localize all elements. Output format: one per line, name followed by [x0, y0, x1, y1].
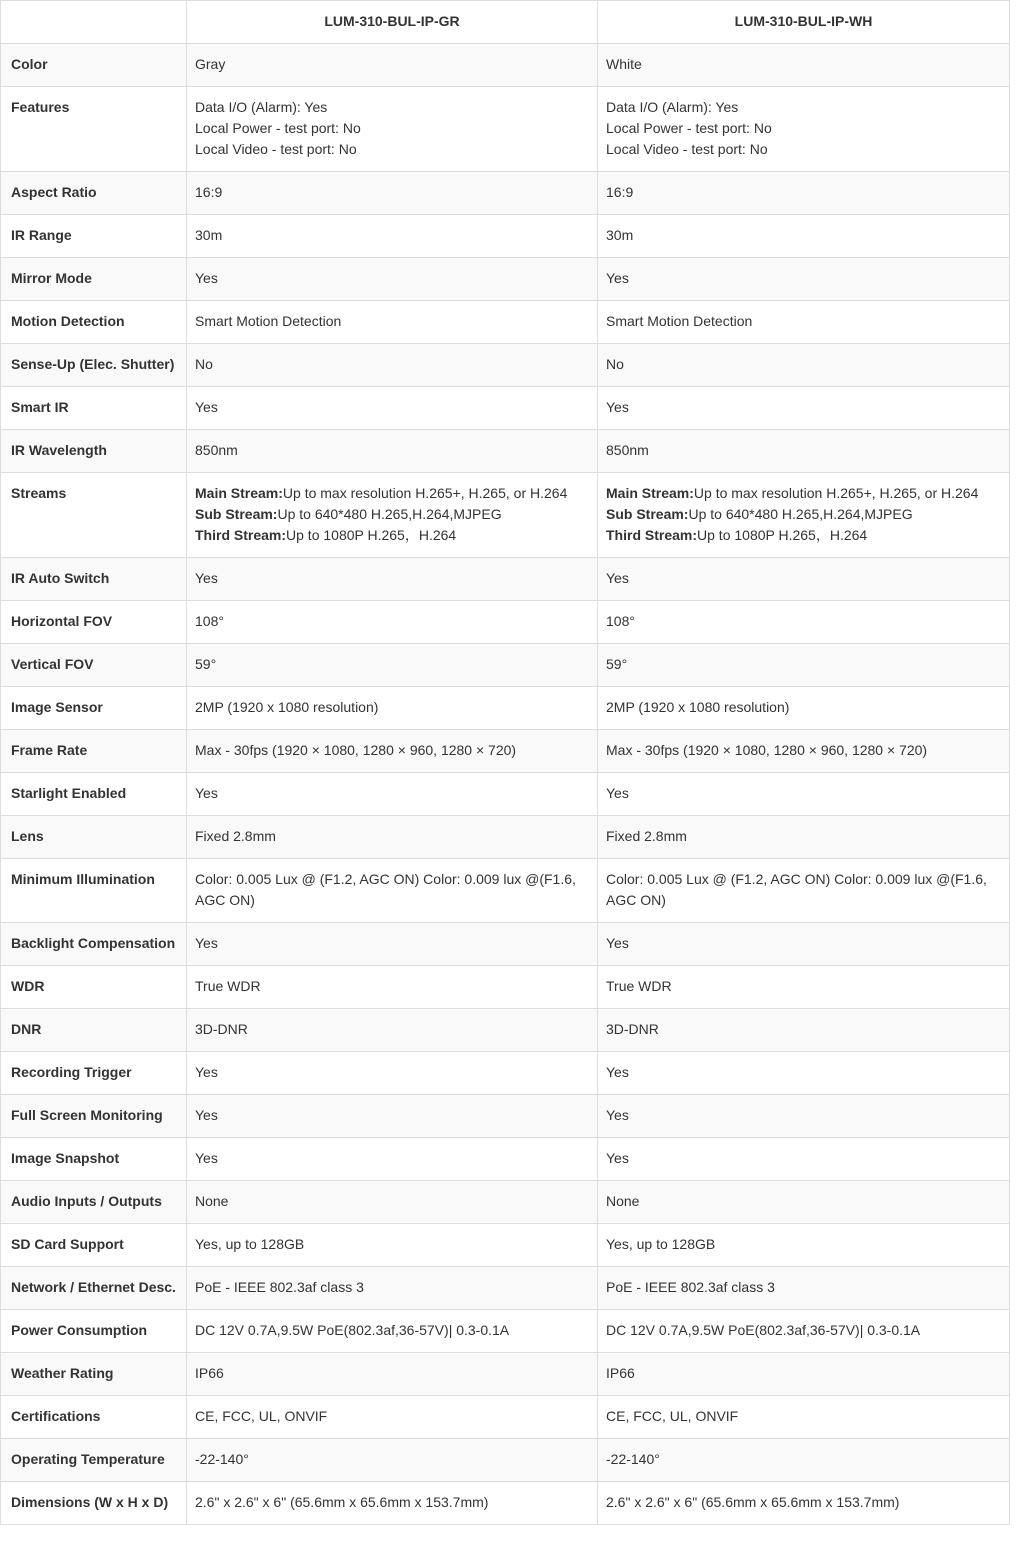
value-cell-white: [598, 816, 1010, 859]
row-label: Dimensions (W x H x D): [1, 1482, 187, 1525]
table-row: [1, 44, 1010, 87]
table-row: [1, 687, 1010, 730]
value-line: IP66: [606, 1365, 635, 1381]
value-line: True WDR: [606, 978, 672, 994]
value-cell-gray: [187, 773, 598, 816]
value-line: Gray: [195, 56, 226, 72]
table-row: [1, 601, 1010, 644]
value-line: PoE - IEEE 802.3af class 3: [606, 1279, 775, 1295]
value-line: Yes: [606, 570, 629, 586]
value-cell-gray: [187, 1052, 598, 1095]
value-line: Yes: [195, 270, 218, 286]
value-cell-gray: [187, 1353, 598, 1396]
row-label: Mirror Mode: [1, 258, 187, 301]
value-line: Local Video - test port: No: [195, 141, 357, 157]
value-line: [195, 525, 589, 546]
row-label: Certifications: [1, 1396, 187, 1439]
value-cell-gray: [187, 215, 598, 258]
header-row: [1, 1, 1010, 44]
row-label: Color: [1, 44, 187, 87]
stream-label: Main Stream:: [195, 485, 283, 501]
value-cell-gray: [187, 816, 598, 859]
value-cell-gray: [187, 687, 598, 730]
stream-label: Third Stream:: [195, 527, 287, 543]
value-cell-white: [598, 1310, 1010, 1353]
row-label: Audio Inputs / Outputs: [1, 1181, 187, 1224]
value-line: -22-140°: [606, 1451, 660, 1467]
value-cell-white: [598, 1138, 1010, 1181]
value-line: Yes: [606, 270, 629, 286]
stream-value: Up to 1080P H.265，H.264: [286, 527, 457, 543]
value-cell-gray: [187, 1095, 598, 1138]
value-line: Smart Motion Detection: [606, 313, 753, 329]
value-cell-gray: [187, 1267, 598, 1310]
row-label: IR Wavelength: [1, 430, 187, 473]
table-row: [1, 430, 1010, 473]
row-label: IR Auto Switch: [1, 558, 187, 601]
value-cell-white: [598, 430, 1010, 473]
value-line: None: [195, 1193, 229, 1209]
table-row: [1, 1224, 1010, 1267]
value-line: Local Power - test port: No: [606, 120, 772, 136]
value-line: IP66: [195, 1365, 224, 1381]
value-line: Color: 0.005 Lux @ (F1.2, AGC ON) Color: 0.009 lux @(F1.6, AGC ON): [606, 871, 987, 908]
value-line: True WDR: [195, 978, 261, 994]
value-cell-white: [598, 1224, 1010, 1267]
table-row: [1, 1095, 1010, 1138]
value-cell-white: [598, 558, 1010, 601]
table-row: [1, 1482, 1010, 1525]
value-cell-white: [598, 215, 1010, 258]
header-model-gray: LUM-310-BUL-IP-GR: [187, 1, 598, 44]
value-cell-white: [598, 923, 1010, 966]
value-line: 30m: [606, 227, 634, 243]
table-row: [1, 473, 1010, 558]
value-line: CE, FCC, UL, ONVIF: [195, 1408, 328, 1424]
value-line: 108°: [195, 613, 224, 629]
value-line: 108°: [606, 613, 635, 629]
value-cell-white: [598, 258, 1010, 301]
value-line: Yes: [606, 1150, 629, 1166]
value-cell-white: [598, 773, 1010, 816]
value-line: Yes: [606, 399, 629, 415]
value-cell-white: [598, 644, 1010, 687]
value-cell-white: [598, 1181, 1010, 1224]
value-line: 16:9: [606, 184, 634, 200]
value-line: 2.6" x 2.6" x 6" (65.6mm x 65.6mm x 153.7mm): [195, 1494, 489, 1510]
row-label: Image Snapshot: [1, 1138, 187, 1181]
value-line: 16:9: [195, 184, 223, 200]
row-label: Minimum Illumination: [1, 859, 187, 923]
stream-value: Up to max resolution H.265+, H.265, or H.264: [282, 485, 568, 501]
value-line: Yes: [195, 1107, 218, 1123]
table-row: [1, 172, 1010, 215]
value-line: Color: 0.005 Lux @ (F1.2, AGC ON) Color: 0.009 lux @(F1.6, AGC ON): [195, 871, 576, 908]
table-header: [1, 1, 1010, 44]
row-label: Lens: [1, 816, 187, 859]
value-line: Yes: [195, 785, 218, 801]
value-cell-gray: [187, 387, 598, 430]
table-row: [1, 87, 1010, 172]
value-cell-white: [598, 1052, 1010, 1095]
value-cell-gray: [187, 730, 598, 773]
value-cell-gray: [187, 966, 598, 1009]
table-row: [1, 301, 1010, 344]
value-line: DC 12V 0.7A,9.5W PoE(802.3af,36-57V)| 0.3-0.1A: [195, 1322, 510, 1338]
table-row: [1, 859, 1010, 923]
value-cell-white: [598, 172, 1010, 215]
stream-value: Up to 640*480 H.265,H.264,MJPEG: [277, 506, 502, 522]
value-cell-white: [598, 1482, 1010, 1525]
value-cell-white: [598, 44, 1010, 87]
value-line: 30m: [195, 227, 223, 243]
row-label: Vertical FOV: [1, 644, 187, 687]
value-cell-gray: [187, 1439, 598, 1482]
row-label: Horizontal FOV: [1, 601, 187, 644]
value-cell-white: [598, 1095, 1010, 1138]
value-line: Fixed 2.8mm: [195, 828, 276, 844]
table-row: [1, 1310, 1010, 1353]
table-row: [1, 1353, 1010, 1396]
value-cell-white: [598, 387, 1010, 430]
value-cell-gray: [187, 1138, 598, 1181]
row-label: Network / Ethernet Desc.: [1, 1267, 187, 1310]
stream-label: Main Stream:: [606, 485, 694, 501]
value-line: None: [606, 1193, 640, 1209]
value-line: Data I/O (Alarm): Yes: [195, 99, 328, 115]
value-cell-gray: [187, 1310, 598, 1353]
row-label: DNR: [1, 1009, 187, 1052]
stream-label: Sub Stream:: [195, 506, 278, 522]
value-line: 2MP (1920 x 1080 resolution): [606, 699, 790, 715]
stream-value: Up to 640*480 H.265,H.264,MJPEG: [688, 506, 913, 522]
table-row: [1, 1052, 1010, 1095]
value-cell-white: [598, 473, 1010, 558]
stream-value: Up to max resolution H.265+, H.265, or H.264: [693, 485, 979, 501]
table-row: [1, 1396, 1010, 1439]
value-line: PoE - IEEE 802.3af class 3: [195, 1279, 364, 1295]
row-label: Recording Trigger: [1, 1052, 187, 1095]
value-line: [606, 483, 1001, 504]
row-label: IR Range: [1, 215, 187, 258]
value-cell-gray: [187, 258, 598, 301]
value-cell-gray: [187, 644, 598, 687]
value-line: Data I/O (Alarm): Yes: [606, 99, 739, 115]
value-line: CE, FCC, UL, ONVIF: [606, 1408, 739, 1424]
row-label: Sense-Up (Elec. Shutter): [1, 344, 187, 387]
value-cell-gray: [187, 430, 598, 473]
value-cell-gray: [187, 601, 598, 644]
row-label: Backlight Compensation: [1, 923, 187, 966]
value-cell-gray: [187, 87, 598, 172]
stream-label: Sub Stream:: [606, 506, 689, 522]
value-cell-white: [598, 1009, 1010, 1052]
table-row: [1, 773, 1010, 816]
value-line: Smart Motion Detection: [195, 313, 342, 329]
value-cell-white: [598, 601, 1010, 644]
value-line: White: [606, 56, 642, 72]
row-label: Features: [1, 87, 187, 172]
value-cell-white: [598, 1439, 1010, 1482]
value-cell-gray: [187, 1009, 598, 1052]
value-cell-gray: [187, 923, 598, 966]
value-cell-white: [598, 859, 1010, 923]
row-label: Smart IR: [1, 387, 187, 430]
value-line: Yes: [606, 785, 629, 801]
header-cell-empty: [1, 1, 187, 44]
value-line: Yes: [606, 1107, 629, 1123]
value-cell-white: [598, 1353, 1010, 1396]
value-line: [606, 504, 1001, 525]
row-label: WDR: [1, 966, 187, 1009]
table-row: [1, 923, 1010, 966]
value-line: Yes: [606, 1064, 629, 1080]
value-line: Local Video - test port: No: [606, 141, 768, 157]
table-row: [1, 730, 1010, 773]
value-cell-gray: [187, 558, 598, 601]
value-line: 59°: [606, 656, 628, 672]
row-label: Streams: [1, 473, 187, 558]
value-cell-white: [598, 1267, 1010, 1310]
value-line: 850nm: [195, 442, 238, 458]
value-line: 2.6" x 2.6" x 6" (65.6mm x 65.6mm x 153.7mm): [606, 1494, 900, 1510]
value-cell-gray: [187, 859, 598, 923]
table-row: [1, 1267, 1010, 1310]
value-cell-white: [598, 730, 1010, 773]
value-line: [606, 525, 1001, 546]
value-cell-white: [598, 687, 1010, 730]
value-line: 3D-DNR: [195, 1021, 248, 1037]
table-row: [1, 966, 1010, 1009]
row-label: Aspect Ratio: [1, 172, 187, 215]
value-cell-gray: [187, 473, 598, 558]
table-row: [1, 1138, 1010, 1181]
value-line: 59°: [195, 656, 217, 672]
table-row: [1, 1009, 1010, 1052]
value-line: Yes, up to 128GB: [606, 1236, 716, 1252]
value-line: No: [195, 356, 213, 372]
table-row: [1, 816, 1010, 859]
row-label: Starlight Enabled: [1, 773, 187, 816]
value-line: DC 12V 0.7A,9.5W PoE(802.3af,36-57V)| 0.3-0.1A: [606, 1322, 921, 1338]
row-label: Weather Rating: [1, 1353, 187, 1396]
value-line: Max - 30fps (1920 × 1080, 1280 × 960, 1280 × 720): [195, 742, 517, 758]
value-cell-gray: [187, 1482, 598, 1525]
value-line: [195, 504, 589, 525]
value-cell-gray: [187, 1224, 598, 1267]
table-row: [1, 1439, 1010, 1482]
table-body: [1, 44, 1010, 1525]
value-line: Yes, up to 128GB: [195, 1236, 305, 1252]
value-line: Fixed 2.8mm: [606, 828, 687, 844]
stream-label: Third Stream:: [606, 527, 698, 543]
value-line: 2MP (1920 x 1080 resolution): [195, 699, 379, 715]
value-cell-white: [598, 1396, 1010, 1439]
table-row: [1, 258, 1010, 301]
header-model-white: LUM-310-BUL-IP-WH: [598, 1, 1010, 44]
row-label: Motion Detection: [1, 301, 187, 344]
value-cell-white: [598, 966, 1010, 1009]
value-line: -22-140°: [195, 1451, 249, 1467]
value-cell-white: [598, 301, 1010, 344]
value-cell-gray: [187, 1181, 598, 1224]
value-cell-gray: [187, 1396, 598, 1439]
value-line: 3D-DNR: [606, 1021, 659, 1037]
table-row: [1, 215, 1010, 258]
value-line: Local Power - test port: No: [195, 120, 361, 136]
value-cell-white: [598, 87, 1010, 172]
value-line: 850nm: [606, 442, 649, 458]
value-line: Yes: [195, 1064, 218, 1080]
value-cell-white: [598, 344, 1010, 387]
value-cell-gray: [187, 344, 598, 387]
table-row: [1, 644, 1010, 687]
value-line: Yes: [195, 1150, 218, 1166]
value-line: Yes: [195, 570, 218, 586]
table-row: [1, 558, 1010, 601]
table-row: [1, 344, 1010, 387]
table-row: [1, 1181, 1010, 1224]
row-label: Image Sensor: [1, 687, 187, 730]
value-line: Yes: [195, 399, 218, 415]
table-row: [1, 387, 1010, 430]
value-line: Yes: [195, 935, 218, 951]
value-cell-gray: [187, 301, 598, 344]
value-line: No: [606, 356, 624, 372]
value-line: [195, 483, 589, 504]
value-cell-gray: [187, 172, 598, 215]
value-line: Yes: [606, 935, 629, 951]
row-label: Full Screen Monitoring: [1, 1095, 187, 1138]
row-label: SD Card Support: [1, 1224, 187, 1267]
stream-value: Up to 1080P H.265，H.264: [697, 527, 868, 543]
row-label: Power Consumption: [1, 1310, 187, 1353]
value-cell-gray: [187, 44, 598, 87]
row-label: Frame Rate: [1, 730, 187, 773]
row-label: Operating Temperature: [1, 1439, 187, 1482]
value-line: Max - 30fps (1920 × 1080, 1280 × 960, 1280 × 720): [606, 742, 928, 758]
